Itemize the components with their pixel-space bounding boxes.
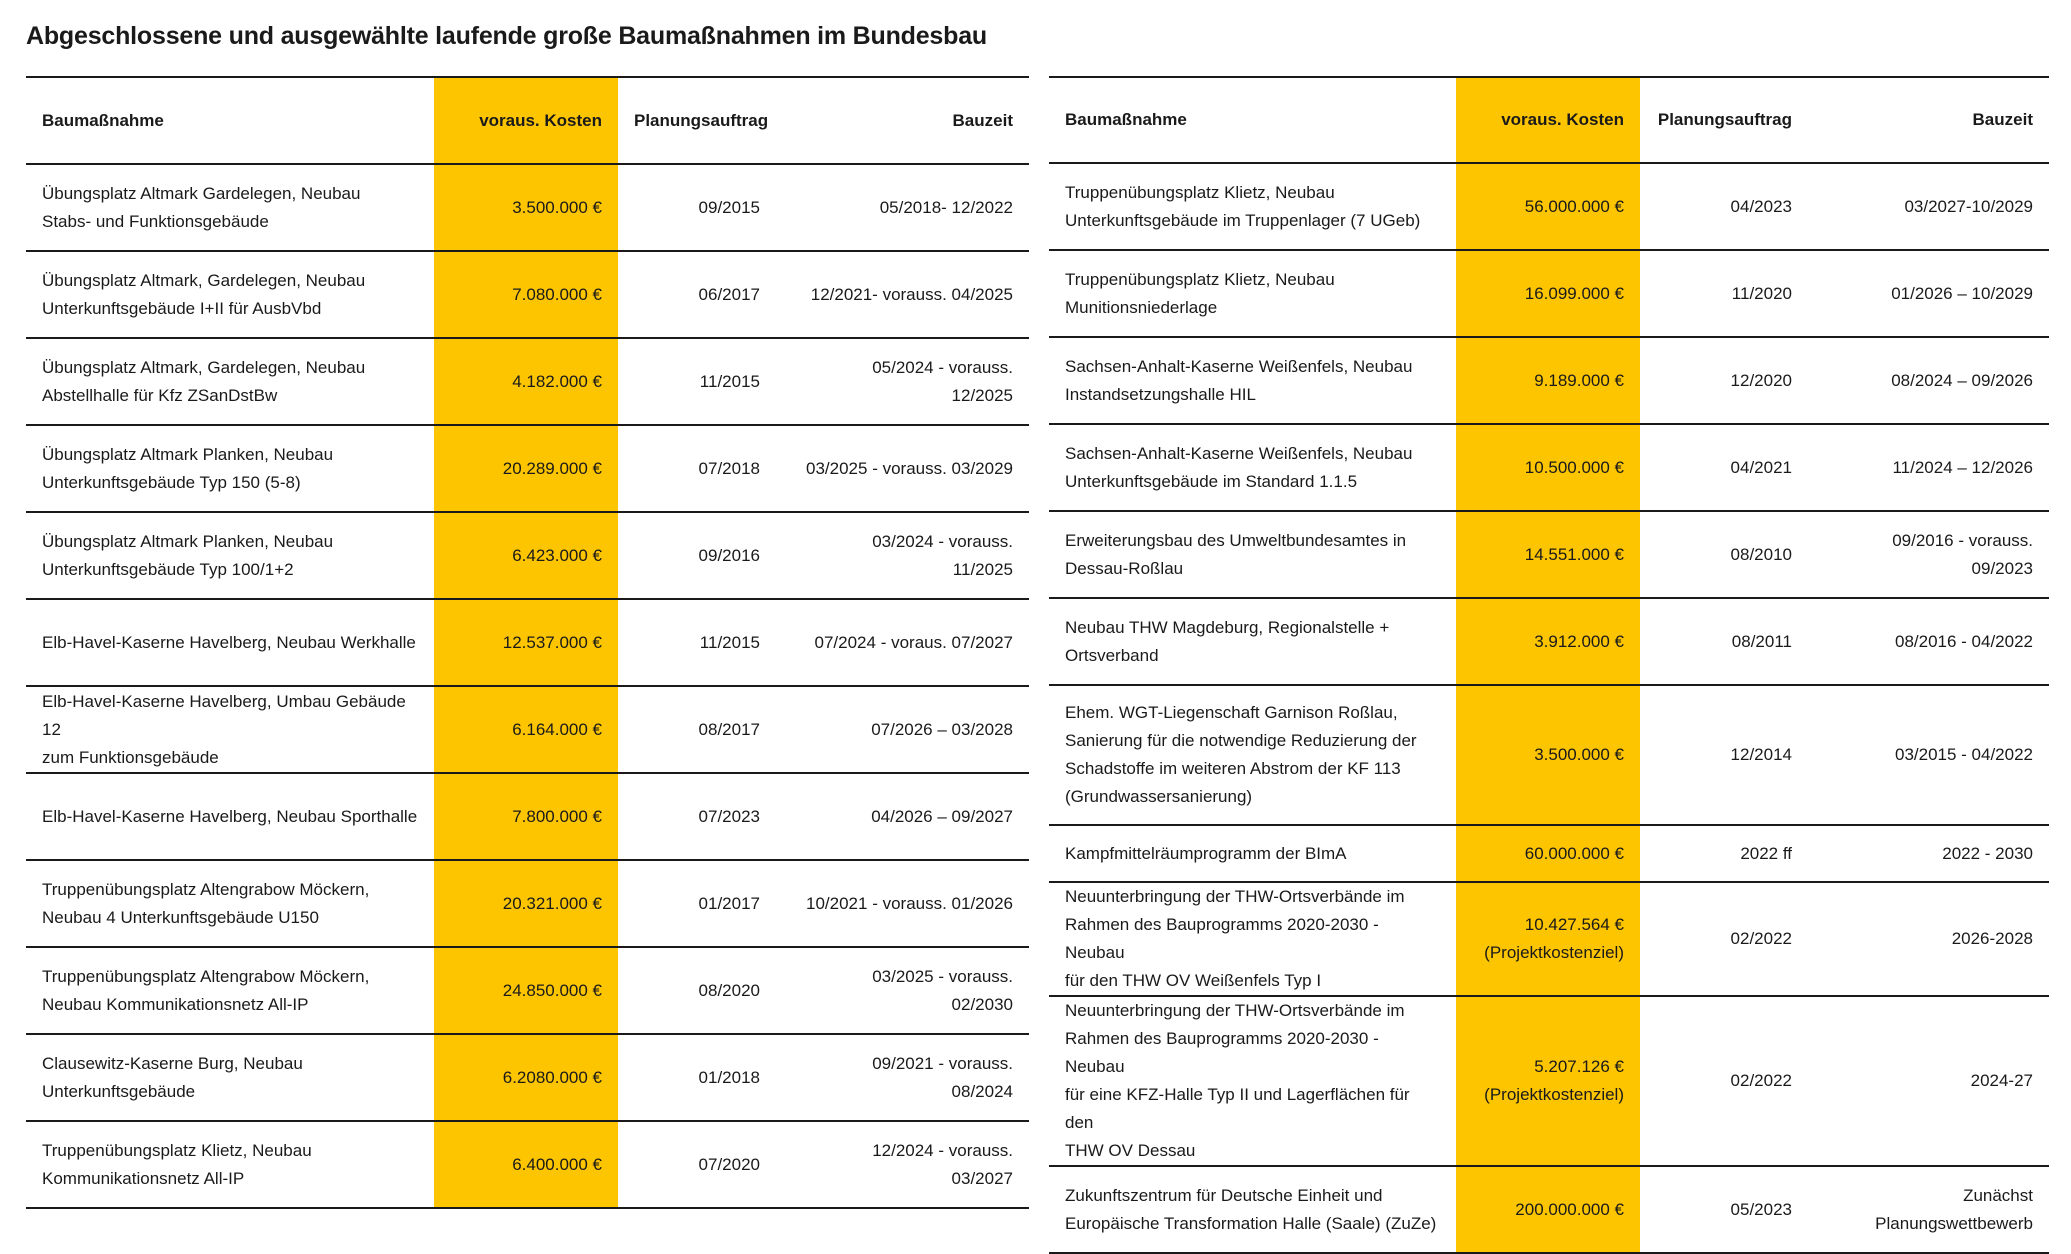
cell-planungsauftrag: 09/2016: [618, 512, 776, 599]
cell-planungsauftrag: 07/2023: [618, 773, 776, 860]
cell-bauzeit: 12/2021- vorauss. 04/2025: [776, 251, 1029, 338]
table-row: [1049, 511, 2049, 598]
cell-baumassnahme: Übungsplatz Altmark Planken, Neubau Unterkunftsgebäude Typ 150 (5-8): [26, 425, 434, 512]
table-header-row: [26, 77, 1029, 164]
construction-table-right: [1049, 76, 2049, 1254]
cell-bauzeit: 09/2021 - vorauss. 08/2024: [776, 1034, 1029, 1121]
cell-baumassnahme: Truppenübungsplatz Klietz, Neubau Kommunikationsnetz All-IP: [26, 1121, 434, 1208]
cell-baumassnahme: Elb-Havel-Kaserne Havelberg, Neubau Werkhalle: [26, 599, 434, 686]
header-kosten: voraus. Kosten: [434, 77, 618, 164]
cell-bauzeit: 2024-27: [1808, 996, 2049, 1166]
table-row: [1049, 598, 2049, 685]
cell-bauzeit: 2026-2028: [1808, 882, 2049, 996]
cell-bauzeit: 04/2026 – 09/2027: [776, 773, 1029, 860]
construction-table-left: [26, 76, 1029, 1209]
table-row: [26, 947, 1029, 1034]
cell-kosten: 10.427.564 € (Projektkostenziel): [1456, 882, 1640, 996]
cell-kosten: 200.000.000 €: [1456, 1166, 1640, 1253]
cell-kosten: 16.099.000 €: [1456, 250, 1640, 337]
cell-baumassnahme: Sachsen-Anhalt-Kaserne Weißenfels, Neubau Instandsetzungshalle HIL: [1049, 337, 1456, 424]
table-row: [26, 164, 1029, 251]
cell-kosten: 3.912.000 €: [1456, 598, 1640, 685]
cell-kosten: 3.500.000 €: [434, 164, 618, 251]
table-row: [1049, 1166, 2049, 1253]
cell-planungsauftrag: 06/2017: [618, 251, 776, 338]
cell-baumassnahme: Truppenübungsplatz Altengrabow Möckern, Neubau 4 Unterkunftsgebäude U150: [26, 860, 434, 947]
cell-bauzeit: 11/2024 – 12/2026: [1808, 424, 2049, 511]
cell-kosten: 56.000.000 €: [1456, 163, 1640, 250]
cell-planungsauftrag: 11/2015: [618, 599, 776, 686]
table-row: [1049, 163, 2049, 250]
table-row: [26, 1121, 1029, 1208]
cell-bauzeit: Zunächst Planungswettbewerb: [1808, 1166, 2049, 1253]
cell-kosten: 7.080.000 €: [434, 251, 618, 338]
table-row: [26, 686, 1029, 773]
page-title: Abgeschlossene und ausgewählte laufende große Baumaßnahmen im Bundesbau: [26, 22, 987, 50]
cell-bauzeit: 03/2027-10/2029: [1808, 163, 2049, 250]
cell-baumassnahme: Erweiterungsbau des Umweltbundesamtes in Dessau-Roßlau: [1049, 511, 1456, 598]
cell-kosten: 12.537.000 €: [434, 599, 618, 686]
cell-bauzeit: 07/2026 – 03/2028: [776, 686, 1029, 773]
cell-baumassnahme: Ehem. WGT-Liegenschaft Garnison Roßlau, Sanierung für die notwendige Reduzierung der Schadstoffe im weiteren Abstrom der KF 113 (Grundwassersanierung): [1049, 685, 1456, 825]
table-row: [26, 1034, 1029, 1121]
cell-bauzeit: 03/2024 - vorauss. 11/2025: [776, 512, 1029, 599]
cell-planungsauftrag: 04/2023: [1640, 163, 1808, 250]
table-row: [1049, 996, 2049, 1166]
table-row: [1049, 685, 2049, 825]
cell-planungsauftrag: 04/2021: [1640, 424, 1808, 511]
cell-baumassnahme: Übungsplatz Altmark, Gardelegen, Neubau Unterkunftsgebäude I+II für AusbVbd: [26, 251, 434, 338]
cell-baumassnahme: Clausewitz-Kaserne Burg, Neubau Unterkunftsgebäude: [26, 1034, 434, 1121]
cell-baumassnahme: Neuunterbringung der THW-Ortsverbände im Rahmen des Bauprogramms 2020-2030 - Neubau für eine KFZ-Halle Typ II und Lagerflächen für den THW OV Dessau: [1049, 996, 1456, 1166]
cell-kosten: 7.800.000 €: [434, 773, 618, 860]
cell-bauzeit: 12/2024 - vorauss. 03/2027: [776, 1121, 1029, 1208]
header-bauzeit: Bauzeit: [776, 77, 1029, 164]
cell-kosten: 10.500.000 €: [1456, 424, 1640, 511]
cell-bauzeit: 05/2018- 12/2022: [776, 164, 1029, 251]
header-baumassnahme: Baumaßnahme: [26, 77, 434, 164]
cell-bauzeit: 03/2025 - vorauss. 02/2030: [776, 947, 1029, 1034]
cell-baumassnahme: Elb-Havel-Kaserne Havelberg, Neubau Sporthalle: [26, 773, 434, 860]
table-row: [26, 338, 1029, 425]
table-row: [26, 425, 1029, 512]
cell-baumassnahme: Sachsen-Anhalt-Kaserne Weißenfels, Neubau Unterkunftsgebäude im Standard 1.1.5: [1049, 424, 1456, 511]
cell-bauzeit: 03/2015 - 04/2022: [1808, 685, 2049, 825]
cell-bauzeit: 2022 - 2030: [1808, 825, 2049, 882]
table-row: [26, 251, 1029, 338]
cell-baumassnahme: Neuunterbringung der THW-Ortsverbände im Rahmen des Bauprogramms 2020-2030 - Neubau für den THW OV Weißenfels Typ I: [1049, 882, 1456, 996]
header-planungsauftrag: Planungsauftrag: [618, 77, 776, 164]
cell-baumassnahme: Übungsplatz Altmark, Gardelegen, Neubau Abstellhalle für Kfz ZSanDstBw: [26, 338, 434, 425]
cell-kosten: 9.189.000 €: [1456, 337, 1640, 424]
cell-bauzeit: 03/2025 - vorauss. 03/2029: [776, 425, 1029, 512]
cell-planungsauftrag: 07/2018: [618, 425, 776, 512]
cell-baumassnahme: Übungsplatz Altmark Gardelegen, Neubau Stabs- und Funktionsgebäude: [26, 164, 434, 251]
cell-bauzeit: 09/2016 - vorauss. 09/2023: [1808, 511, 2049, 598]
cell-bauzeit: 07/2024 - voraus. 07/2027: [776, 599, 1029, 686]
cell-kosten: 6.164.000 €: [434, 686, 618, 773]
cell-planungsauftrag: 07/2020: [618, 1121, 776, 1208]
cell-kosten: 4.182.000 €: [434, 338, 618, 425]
cell-baumassnahme: Truppenübungsplatz Klietz, Neubau Munitionsniederlage: [1049, 250, 1456, 337]
cell-kosten: 3.500.000 €: [1456, 685, 1640, 825]
cell-kosten: 5.207.126 € (Projektkostenziel): [1456, 996, 1640, 1166]
cell-kosten: 14.551.000 €: [1456, 511, 1640, 598]
cell-planungsauftrag: 01/2017: [618, 860, 776, 947]
cell-planungsauftrag: 08/2017: [618, 686, 776, 773]
cell-bauzeit: 08/2016 - 04/2022: [1808, 598, 2049, 685]
table-row: [1049, 882, 2049, 996]
header-planungsauftrag: Planungsauftrag: [1640, 77, 1808, 163]
cell-baumassnahme: Übungsplatz Altmark Planken, Neubau Unterkunftsgebäude Typ 100/1+2: [26, 512, 434, 599]
table-row: [1049, 250, 2049, 337]
table-row: [1049, 424, 2049, 511]
cell-planungsauftrag: 11/2015: [618, 338, 776, 425]
cell-kosten: 60.000.000 €: [1456, 825, 1640, 882]
cell-baumassnahme: Neubau THW Magdeburg, Regionalstelle + Ortsverband: [1049, 598, 1456, 685]
table-header-row: [1049, 77, 2049, 163]
cell-bauzeit: 05/2024 - vorauss. 12/2025: [776, 338, 1029, 425]
cell-planungsauftrag: 2022 ff: [1640, 825, 1808, 882]
cell-planungsauftrag: 08/2011: [1640, 598, 1808, 685]
cell-planungsauftrag: 09/2015: [618, 164, 776, 251]
cell-baumassnahme: Kampfmittelräumprogramm der BImA: [1049, 825, 1456, 882]
cell-kosten: 6.2080.000 €: [434, 1034, 618, 1121]
cell-baumassnahme: Elb-Havel-Kaserne Havelberg, Umbau Gebäude 12 zum Funktionsgebäude: [26, 686, 434, 773]
cell-kosten: 6.400.000 €: [434, 1121, 618, 1208]
cell-kosten: 20.321.000 €: [434, 860, 618, 947]
header-kosten: voraus. Kosten: [1456, 77, 1640, 163]
header-baumassnahme: Baumaßnahme: [1049, 77, 1456, 163]
cell-planungsauftrag: 08/2020: [618, 947, 776, 1034]
table-row: [26, 860, 1029, 947]
cell-bauzeit: 10/2021 - vorauss. 01/2026: [776, 860, 1029, 947]
cell-planungsauftrag: 11/2020: [1640, 250, 1808, 337]
cell-planungsauftrag: 02/2022: [1640, 996, 1808, 1166]
cell-planungsauftrag: 12/2014: [1640, 685, 1808, 825]
cell-planungsauftrag: 12/2020: [1640, 337, 1808, 424]
cell-planungsauftrag: 01/2018: [618, 1034, 776, 1121]
cell-planungsauftrag: 02/2022: [1640, 882, 1808, 996]
table-row: [26, 773, 1029, 860]
cell-baumassnahme: Truppenübungsplatz Klietz, Neubau Unterkunftsgebäude im Truppenlager (7 UGeb): [1049, 163, 1456, 250]
table-row: [1049, 337, 2049, 424]
cell-kosten: 6.423.000 €: [434, 512, 618, 599]
cell-planungsauftrag: 05/2023: [1640, 1166, 1808, 1253]
cell-kosten: 20.289.000 €: [434, 425, 618, 512]
table-row: [26, 599, 1029, 686]
cell-kosten: 24.850.000 €: [434, 947, 618, 1034]
cell-bauzeit: 01/2026 – 10/2029: [1808, 250, 2049, 337]
header-bauzeit: Bauzeit: [1808, 77, 2049, 163]
table-row: [1049, 825, 2049, 882]
cell-baumassnahme: Truppenübungsplatz Altengrabow Möckern, Neubau Kommunikationsnetz All-IP: [26, 947, 434, 1034]
cell-baumassnahme: Zukunftszentrum für Deutsche Einheit und Europäische Transformation Halle (Saale) (ZuZe): [1049, 1166, 1456, 1253]
cell-planungsauftrag: 08/2010: [1640, 511, 1808, 598]
cell-bauzeit: 08/2024 – 09/2026: [1808, 337, 2049, 424]
table-row: [26, 512, 1029, 599]
